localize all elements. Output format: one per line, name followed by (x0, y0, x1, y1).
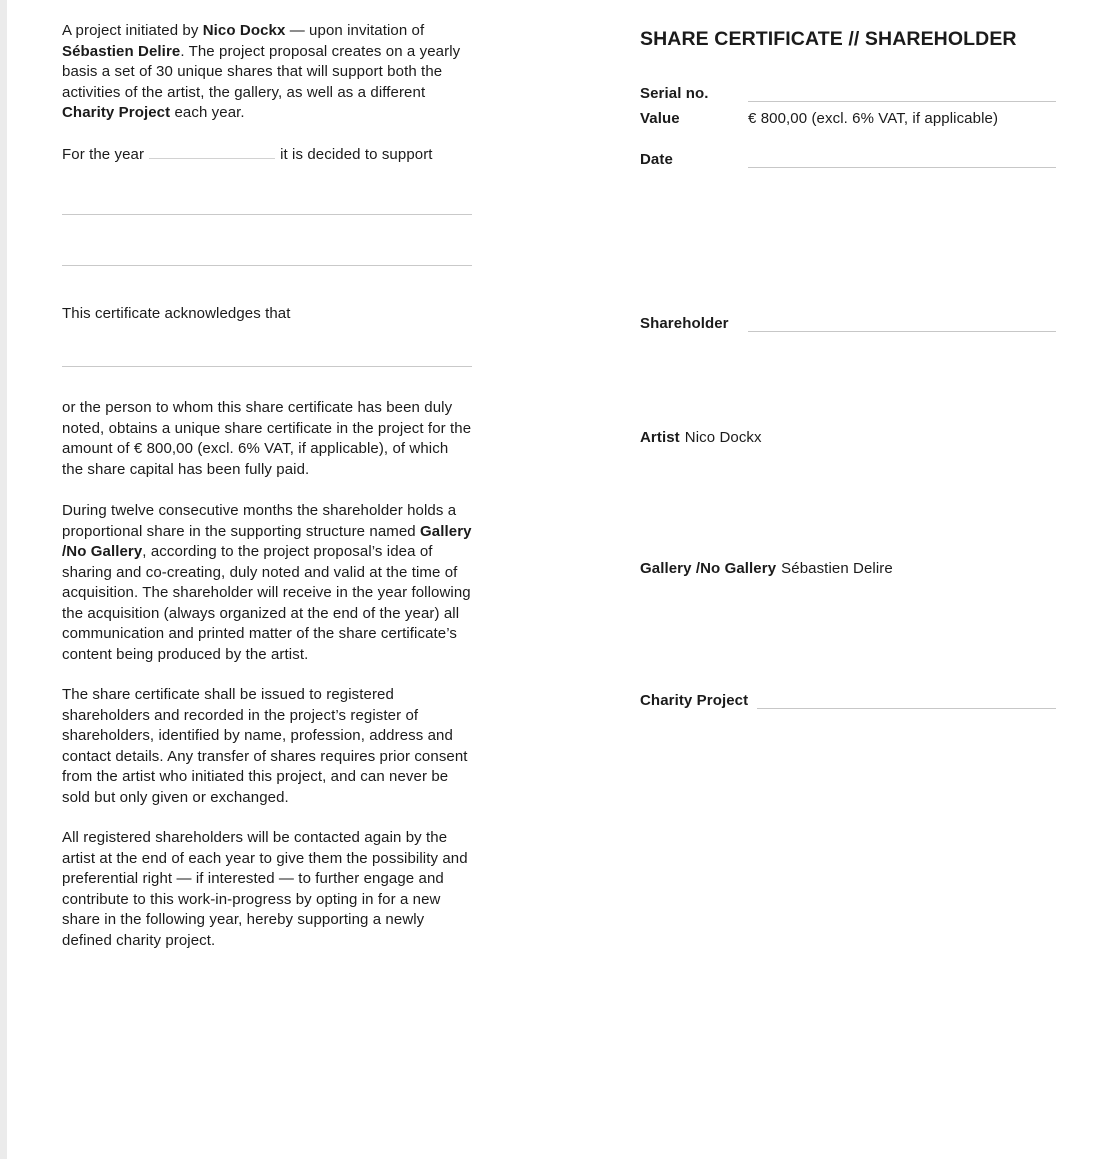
date-label: Date (640, 151, 673, 168)
artist-name-bold: Nico Dockx (202, 22, 286, 39)
artist-name: Nico Dockx (684, 429, 762, 446)
intro-text: A project initiated by (62, 22, 203, 39)
shareholder-name-blank-line (62, 366, 472, 367)
support-blank-line-1 (62, 214, 472, 215)
field-value (640, 110, 1056, 127)
paragraph-contacted: All registered shareholders will be contacted again by the artist at the end of each year to give them the possibility and preferential right — if interested — to further engage and contribute to this work-in-progress by opting in for a new share in the following year, hereby supporting a newly defined charity project. (62, 829, 468, 949)
for-the-year-line (62, 144, 472, 166)
viewport-edge-strip (0, 0, 7, 1159)
intro-paragraph: A project initiated by Nico Dockx — upon invitation of Sébastien Delire. The project proposal creates on a yearly basis a set of 30 unique shares that will support both the activities of the artist, the gallery, as well as a different Charity Project each year. (62, 22, 461, 121)
serial-no-label: Serial no. (640, 85, 709, 102)
acknowledges-line: This certificate acknowledges that (62, 305, 291, 322)
field-serial-no (640, 85, 1056, 102)
left-column (62, 0, 472, 1159)
paragraph-issued: The share certificate shall be issued to registered shareholders and recorded in the project’s register of shareholders, identified by name, profession, address and contact details. Any transfer of shares requires prior consent from the artist who initiated this project, and can never be sold but only given or exchanged. (62, 686, 468, 806)
value-label: Value (640, 110, 680, 127)
charity-project-label: Charity Project (640, 692, 749, 709)
field-date (640, 151, 1056, 168)
year-blank-line (149, 144, 275, 159)
gallery-label: Gallery /No Gallery (640, 560, 777, 577)
right-column (640, 0, 1056, 1159)
gallerist-name-bold: Sébastien Delire (62, 42, 181, 60)
date-blank-line (748, 153, 1056, 168)
document-title: SHARE CERTIFICATE // SHAREHOLDER (640, 28, 1017, 50)
value-amount: € 800,00 (excl. 6% VAT, if applicable) (748, 110, 999, 127)
paragraph-during: During twelve consecutive months the shareholder holds a proportional share in the supporting structure named Gallery /No Gallery, according to the project proposal’s idea of sharing and co-creating, duly noted and valid at the time of acquisition. The shareholder will receive in the year following the acquisition (always organized at the end of the year) all communication and printed matter of the share certificate’s content being produced by the artist. (62, 502, 472, 663)
gallery-name: Sébastien Delire (781, 560, 893, 577)
shareholder-blank-line (748, 317, 1056, 332)
charity-project-bold: Charity Project (62, 104, 171, 121)
field-artist (640, 429, 1056, 446)
gallery-no-gallery-bold: Gallery /No Gallery (62, 522, 472, 560)
charity-project-blank-line (757, 694, 1056, 709)
for-the-year-prefix: For the year (62, 146, 145, 163)
paragraph-person: or the person to whom this share certificate has been duly noted, obtains a unique share certificate in the project for the amount of € 800,00 (excl. 6% VAT, if applicable), of which the share capital has been fully paid. (62, 399, 472, 478)
field-charity-project (640, 692, 1056, 709)
support-blank-line-2 (62, 265, 472, 266)
artist-label: Artist (640, 429, 680, 446)
for-the-year-suffix: it is decided to support (280, 146, 433, 163)
field-shareholder (640, 315, 1056, 332)
serial-no-blank-line (748, 87, 1056, 102)
field-gallery (640, 560, 1056, 577)
shareholder-label: Shareholder (640, 315, 729, 332)
